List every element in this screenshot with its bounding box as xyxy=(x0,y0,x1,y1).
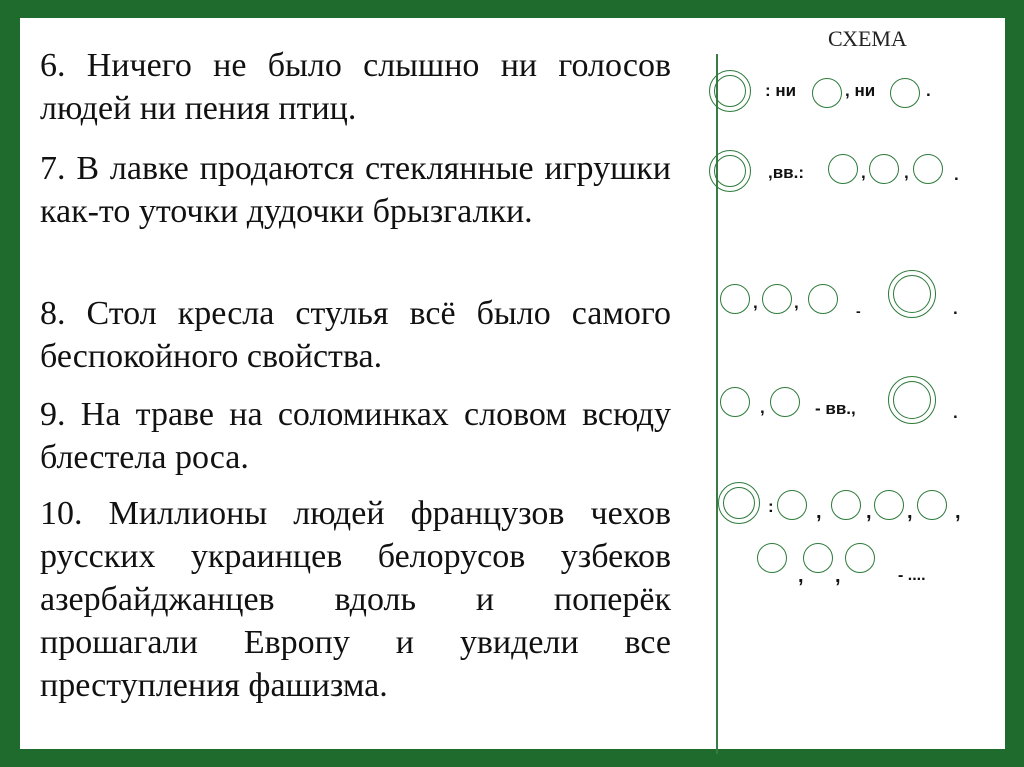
sentence-8: 8. Стол кресла стулья всё было самого беспокойного свойства. xyxy=(40,295,671,375)
schema-label: , xyxy=(835,565,841,587)
homogeneous-member-ring xyxy=(720,387,750,417)
homogeneous-member-ring xyxy=(777,490,807,520)
sentence-6: 6. Ничего не было слышно ни голосов людей ни пения птиц. xyxy=(40,47,671,127)
schema-label: , xyxy=(816,501,822,523)
homogeneous-member-ring xyxy=(803,543,833,573)
homogeneous-member-ring xyxy=(831,490,861,520)
schema-label: . xyxy=(953,403,958,422)
homogeneous-member-ring xyxy=(808,284,838,314)
generalizing-word-ring xyxy=(718,482,760,524)
generalizing-word-ring xyxy=(888,270,936,318)
generalizing-word-ring xyxy=(709,150,751,192)
schema-label: , xyxy=(798,565,804,587)
schema-label: . xyxy=(926,81,931,100)
homogeneous-member-ring xyxy=(757,543,787,573)
schema-label: , xyxy=(955,501,961,523)
schema-label: . xyxy=(953,299,958,318)
slide xyxy=(20,18,1005,749)
schema-label: - вв., xyxy=(815,399,856,418)
homogeneous-member-ring xyxy=(812,78,842,108)
schema-label: , xyxy=(861,163,866,182)
schema-label: , xyxy=(866,501,872,523)
schema-label: , xyxy=(794,293,799,312)
schema-label: - .... xyxy=(898,567,926,584)
homogeneous-member-ring xyxy=(890,78,920,108)
homogeneous-member-ring xyxy=(874,490,904,520)
schema-panel xyxy=(20,18,1005,749)
schema-label: : xyxy=(768,497,774,516)
sentence-10: 10. Миллионы людей французов чехов русских украинцев белорусов узбеков азербайджанцев вдоль и поперёк прошагали Европу и увидели все преступления фашизма. xyxy=(40,495,671,704)
schema-label: , xyxy=(753,293,758,312)
homogeneous-member-ring xyxy=(762,284,792,314)
homogeneous-member-ring xyxy=(770,387,800,417)
schema-label: , ни xyxy=(845,81,876,100)
sentence-7: 7. В лавке продаются стеклянные игрушки как-то уточки дудочки брызгалки. xyxy=(40,150,671,230)
schema-label: - xyxy=(856,303,861,319)
homogeneous-member-ring xyxy=(917,490,947,520)
schema-label: , xyxy=(760,398,765,417)
homogeneous-member-ring xyxy=(720,284,750,314)
schema-label: . xyxy=(954,165,959,184)
homogeneous-member-ring xyxy=(828,154,858,184)
homogeneous-member-ring xyxy=(913,154,943,184)
schema-label: , xyxy=(907,501,913,523)
homogeneous-member-ring xyxy=(845,543,875,573)
schema-label: : ни xyxy=(765,81,797,100)
homogeneous-member-ring xyxy=(869,154,899,184)
schema-label: , xyxy=(904,163,909,182)
schema-label: ,вв.: xyxy=(768,163,805,182)
generalizing-word-ring xyxy=(888,376,936,424)
sentence-9: 9. На траве на соломинках словом всюду блестела роса. xyxy=(40,396,671,476)
schema-title: СХЕМА xyxy=(828,26,907,51)
generalizing-word-ring xyxy=(709,70,751,112)
